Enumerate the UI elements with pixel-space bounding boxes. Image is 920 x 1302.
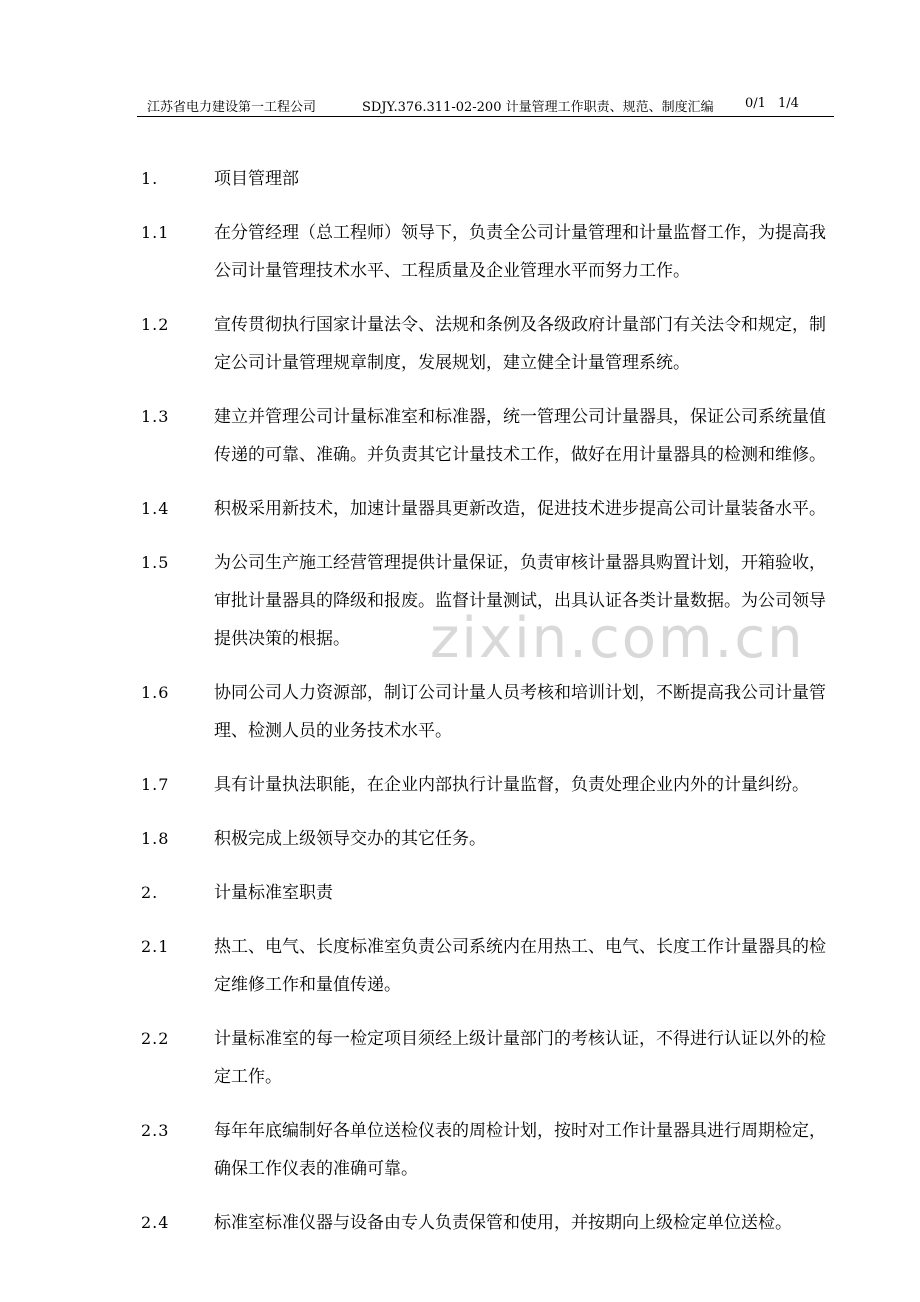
item-row	[0, 490, 920, 528]
item-text: 积极完成上级领导交办的其它任务。	[214, 829, 486, 849]
item-row	[0, 674, 920, 750]
item-text: 为公司生产施工经营管理提供计量保证，负责审核计量器具购置计划，开箱验收，审批计量器具的降级和报废。监督计量测试，出具认证各类计量数据。为公司领导提供决策的根据。	[214, 553, 826, 649]
item-number: 1.4	[141, 499, 170, 518]
item-row	[0, 214, 920, 290]
item-number: 1.6	[141, 683, 170, 702]
item-row	[0, 1204, 920, 1242]
item-number: 1.7	[141, 775, 170, 794]
item-row	[0, 398, 920, 474]
item-row	[0, 874, 920, 912]
item-text: 具有计量执法职能，在企业内部执行计量监督，负责处理企业内外的计量纠纷。	[214, 775, 809, 795]
item-number: 2.1	[141, 937, 170, 956]
header-doc-title: SDJY.376.311-02-200 计量管理工作职责、规范、制度汇编	[362, 100, 714, 115]
item-number: 2.	[141, 883, 159, 902]
item-text: 热工、电气、长度标准室负责公司系统内在用热工、电气、长度工作计量器具的检定维修工作和量值传递。	[214, 937, 826, 995]
item-row	[0, 820, 920, 858]
page-header	[137, 94, 834, 117]
item-row	[0, 766, 920, 804]
item-text: 建立并管理公司计量标准室和标准器，统一管理公司计量器具，保证公司系统量值传递的可靠、准确。并负责其它计量技术工作，做好在用计量器具的检测和维修。	[214, 407, 826, 465]
item-text: 计量标准室职责	[214, 883, 333, 903]
item-number: 2.2	[141, 1029, 170, 1048]
watermark: zixin.com.cn	[430, 606, 805, 671]
header-company: 江苏省电力建设第一工程公司	[147, 100, 317, 115]
item-text: 项目管理部	[214, 169, 299, 189]
item-number: 1.	[141, 169, 159, 188]
header-page-number: 1/4	[778, 96, 799, 111]
item-row	[0, 544, 920, 658]
item-row	[0, 160, 920, 198]
header-revision: 0/1	[745, 96, 766, 111]
item-number: 1.8	[141, 829, 170, 848]
item-number: 1.3	[141, 407, 170, 426]
item-number: 1.1	[141, 223, 170, 242]
item-text: 协同公司人力资源部，制订公司计量人员考核和培训计划，不断提高我公司计量管理、检测人员的业务技术水平。	[214, 683, 826, 741]
item-number: 1.5	[141, 553, 170, 572]
item-text: 宣传贯彻执行国家计量法令、法规和条例及各级政府计量部门有关法令和规定，制定公司计量管理规章制度，发展规划，建立健全计量管理系统。	[214, 315, 826, 373]
item-text: 每年年底编制好各单位送检仪表的周检计划，按时对工作计量器具进行周期检定，确保工作仪表的准确可靠。	[214, 1121, 826, 1179]
item-number: 2.3	[141, 1121, 170, 1140]
item-text: 积极采用新技术，加速计量器具更新改造，促进技术进步提高公司计量装备水平。	[214, 499, 826, 519]
item-row	[0, 306, 920, 382]
item-text: 计量标准室的每一检定项目须经上级计量部门的考核认证，不得进行认证以外的检定工作。	[214, 1029, 826, 1087]
item-row	[0, 1112, 920, 1188]
item-row	[0, 928, 920, 1004]
item-number: 2.4	[141, 1213, 170, 1232]
item-row	[0, 1020, 920, 1096]
item-text: 标准室标准仪器与设备由专人负责保管和使用，并按期向上级检定单位送检。	[214, 1213, 792, 1233]
item-number: 1.2	[141, 315, 170, 334]
item-text: 在分管经理（总工程师）领导下，负责全公司计量管理和计量监督工作，为提高我公司计量管理技术水平、工程质量及企业管理水平而努力工作。	[214, 223, 826, 281]
document-body	[0, 160, 920, 1258]
